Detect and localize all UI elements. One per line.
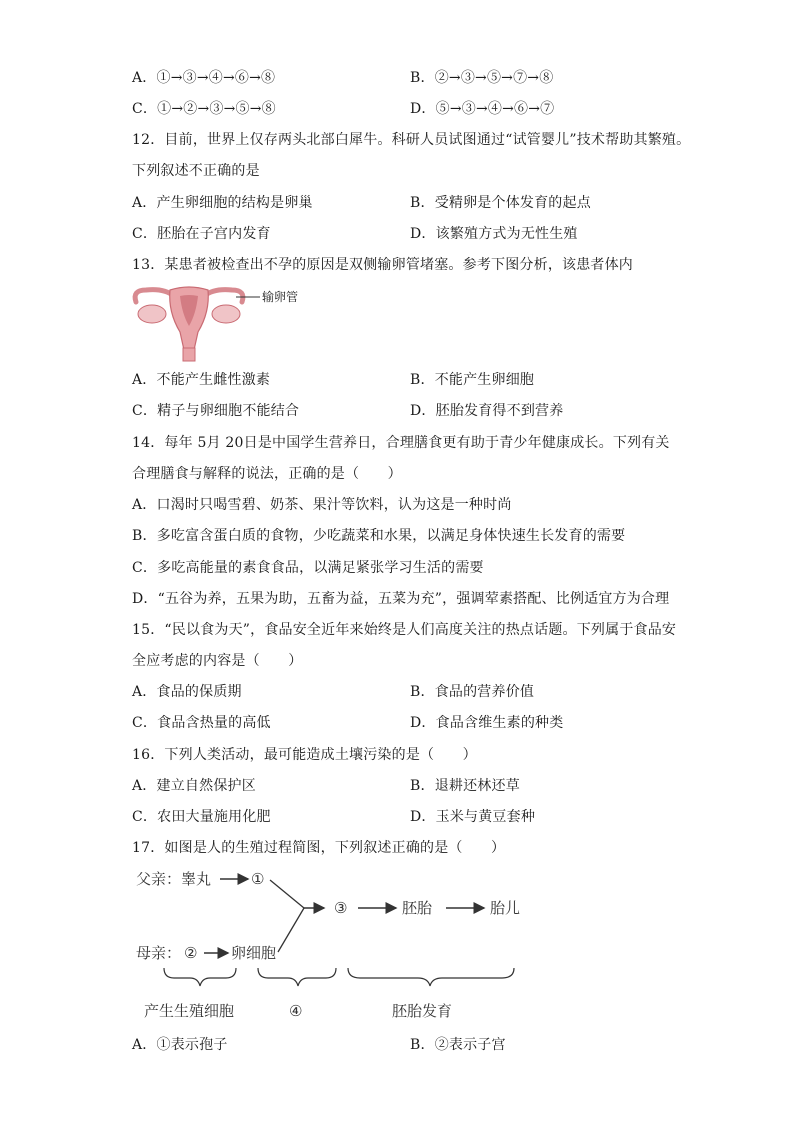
q17-stem-line1: 17．如图是人的生殖过程简图，下列叙述正确的是（ ） bbox=[132, 840, 506, 856]
q15-option-c[interactable] bbox=[132, 712, 271, 732]
fetus-label: 胎儿 bbox=[490, 899, 521, 917]
q12-option-a[interactable] bbox=[132, 192, 313, 212]
q13-option-d[interactable] bbox=[410, 400, 563, 420]
option-letter: C． bbox=[132, 226, 158, 242]
option-letter: B． bbox=[410, 778, 435, 794]
q14-stem-line2: 合理膳食与解释的说法，正确的是（ ） bbox=[132, 466, 402, 482]
mark-2: ② bbox=[184, 944, 198, 962]
q15-option-d[interactable] bbox=[410, 712, 563, 732]
right-fallopian-tube bbox=[204, 290, 243, 302]
q11-option-d[interactable] bbox=[410, 98, 554, 118]
option-letter: B． bbox=[132, 528, 157, 544]
gametes-label: 产生生殖细胞 bbox=[144, 1002, 235, 1020]
q13-option-b[interactable] bbox=[410, 369, 534, 389]
q15-option-a[interactable] bbox=[132, 681, 242, 701]
option-text: 食品的营养价值 bbox=[434, 684, 535, 700]
fallopian-tube-label: 输卵管 bbox=[262, 290, 299, 304]
q14-stem-line1: 14．每年 5月 20日是中国学生营养日，合理膳食更有助于青少年健康成长。下列有关 bbox=[132, 435, 670, 451]
option-letter: D． bbox=[410, 403, 436, 419]
option-letter: B． bbox=[410, 70, 435, 86]
q13-option-a[interactable] bbox=[132, 369, 270, 389]
option-letter: B． bbox=[410, 195, 435, 211]
q16-option-d[interactable] bbox=[410, 806, 535, 826]
option-text: ①→③→④→⑥→⑧ bbox=[156, 70, 276, 86]
mark-4: ④ bbox=[289, 1002, 303, 1020]
option-text: ⑤→③→④→⑥→⑦ bbox=[435, 101, 555, 117]
q12-option-b[interactable] bbox=[410, 192, 591, 212]
option-text: ①→②→③→⑤→⑧ bbox=[157, 101, 276, 117]
option-text: 食品含热量的高低 bbox=[157, 715, 271, 731]
option-text: 建立自然保护区 bbox=[156, 778, 256, 794]
q12-stem-line2: 下列叙述不正确的是 bbox=[132, 163, 260, 179]
option-letter: A． bbox=[132, 1037, 157, 1053]
option-letter: C． bbox=[132, 809, 158, 825]
option-text: 多吃高能量的素食食品，以满足紧张学习生活的需要 bbox=[157, 560, 484, 576]
brace-4 bbox=[258, 968, 336, 986]
right-ovary bbox=[212, 305, 240, 323]
q14-option-b[interactable] bbox=[132, 525, 625, 545]
line-1-to-junction bbox=[270, 880, 304, 908]
option-text: 不能产生卵细胞 bbox=[434, 372, 535, 388]
option-text: 多吃富含蛋白质的食物，少吃蔬菜和水果，以满足身体快速生长发育的需要 bbox=[156, 528, 626, 544]
option-text: “五谷为养，五果为助，五畜为益，五菜为充”，强调荤素搭配、比例适宜方为合理 bbox=[157, 591, 670, 607]
q11-option-c[interactable] bbox=[132, 98, 276, 118]
option-text: 胚胎在子宫内发育 bbox=[157, 226, 271, 242]
q17-option-b[interactable] bbox=[410, 1034, 506, 1054]
option-letter: A． bbox=[132, 372, 157, 388]
option-text: 玉米与黄豆套种 bbox=[435, 809, 536, 825]
q11-option-b[interactable] bbox=[410, 67, 553, 87]
option-letter: D． bbox=[410, 809, 436, 825]
option-letter: A． bbox=[132, 778, 157, 794]
brace-gametes bbox=[164, 968, 236, 986]
option-text: 该繁殖方式为无性生殖 bbox=[435, 226, 578, 242]
option-text: 产生卵细胞的结构是卵巢 bbox=[156, 195, 313, 211]
option-letter: D． bbox=[410, 226, 436, 242]
left-ovary bbox=[138, 305, 166, 323]
option-letter: C． bbox=[132, 101, 158, 117]
option-text: 食品的保质期 bbox=[156, 684, 242, 700]
option-letter: C． bbox=[132, 403, 158, 419]
option-text: 不能产生雌性激素 bbox=[156, 372, 271, 388]
option-text: 农田大量施用化肥 bbox=[157, 809, 271, 825]
option-letter: A． bbox=[132, 195, 157, 211]
left-fallopian-tube bbox=[135, 290, 174, 302]
mother-label: 母亲： bbox=[136, 944, 182, 962]
brace-development bbox=[348, 968, 514, 986]
embryo-label: 胚胎 bbox=[402, 899, 433, 917]
q13-stem-line1: 13．某患者被检查出不孕的原因是双侧输卵管堵塞。参考下图分析，该患者体内 bbox=[132, 257, 634, 273]
option-text: 口渴时只喝雪碧、奶茶、果汁等饮料，认为这是一种时尚 bbox=[156, 497, 512, 513]
option-text: ②→③→⑤→⑦→⑧ bbox=[434, 70, 554, 86]
q12-stem-line1: 12．目前，世界上仅存两头北部白犀牛。科研人员试图通过“试管婴儿”技术帮助其繁殖。 bbox=[132, 132, 691, 148]
option-letter: C． bbox=[132, 560, 158, 576]
q16-option-c[interactable] bbox=[132, 806, 271, 826]
q16-stem-line1: 16．下列人类活动，最可能造成土壤污染的是（ ） bbox=[132, 747, 477, 763]
option-text: 胚胎发育得不到营养 bbox=[435, 403, 564, 419]
father-testis-label: 父亲：睾丸 bbox=[136, 870, 212, 888]
option-letter: C． bbox=[132, 715, 158, 731]
mark-3: ③ bbox=[334, 899, 348, 917]
option-letter: A． bbox=[132, 70, 157, 86]
option-letter: D． bbox=[410, 715, 436, 731]
uterus-figure bbox=[128, 280, 318, 362]
q15-stem-line1: 15．“民以食为天”，食品安全近年来始终是人们高度关注的热点话题。下列属于食品安 bbox=[132, 622, 677, 638]
cervix bbox=[183, 348, 195, 361]
option-letter: B． bbox=[410, 1037, 435, 1053]
option-letter: D． bbox=[132, 591, 158, 607]
q12-option-d[interactable] bbox=[410, 223, 578, 243]
q13-option-c[interactable] bbox=[132, 400, 299, 420]
option-letter: D． bbox=[410, 101, 436, 117]
q17-option-a[interactable] bbox=[132, 1034, 228, 1054]
option-letter: B． bbox=[410, 372, 435, 388]
q16-option-a[interactable] bbox=[132, 775, 256, 795]
option-text: 食品含维生素的种类 bbox=[435, 715, 564, 731]
option-letter: A． bbox=[132, 684, 157, 700]
option-text: ②表示子宫 bbox=[434, 1037, 506, 1053]
q14-option-d[interactable] bbox=[132, 588, 669, 608]
option-letter: A． bbox=[132, 497, 157, 513]
option-text: 退耕还林还草 bbox=[434, 778, 520, 794]
option-letter: B． bbox=[410, 684, 435, 700]
q14-option-a[interactable] bbox=[132, 494, 512, 514]
mark-1: ① bbox=[251, 870, 265, 888]
q15-stem-line2: 全应考虑的内容是（ ） bbox=[132, 653, 303, 669]
egg-cell-label: 卵细胞 bbox=[231, 944, 277, 962]
q16-option-b[interactable] bbox=[410, 775, 520, 795]
line-egg-to-junction bbox=[278, 908, 304, 952]
q14-option-c[interactable] bbox=[132, 557, 484, 577]
q15-option-b[interactable] bbox=[410, 681, 534, 701]
q11-option-a[interactable] bbox=[132, 67, 275, 87]
option-text: ①表示孢子 bbox=[156, 1037, 228, 1053]
development-label: 胚胎发育 bbox=[392, 1002, 453, 1020]
q12-option-c[interactable] bbox=[132, 223, 271, 243]
option-text: 精子与卵细胞不能结合 bbox=[157, 403, 300, 419]
reproduction-flow-diagram bbox=[128, 860, 528, 1025]
option-text: 受精卵是个体发育的起点 bbox=[434, 195, 591, 211]
